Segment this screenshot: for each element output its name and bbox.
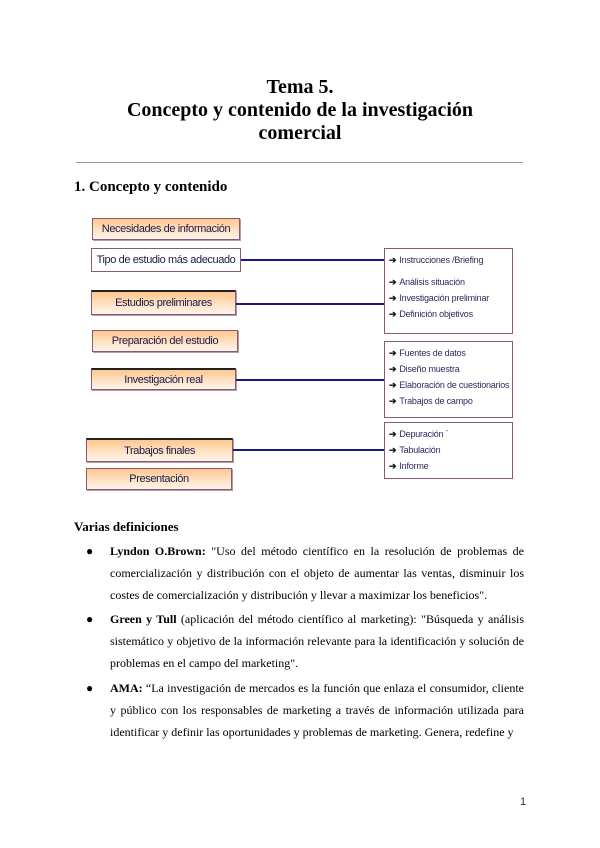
definition-text: “La investigación de mercados es la función que enlaza el consumidor, cliente y público con los responsables de marketing a través de información utilizada para identificar y definir las oportunidades y problemas de marketing. Genera, redefine y — [110, 681, 524, 739]
arrow-right-icon: ➔ — [389, 445, 397, 455]
connector-line — [241, 259, 384, 261]
step-label: Tipo de estudio más adecuado — [96, 254, 236, 266]
detail-text: Trabajos de campo — [399, 396, 473, 406]
detail-item — [389, 377, 512, 393]
detail-text: Investigación preliminar — [399, 293, 490, 303]
detail-item — [389, 306, 512, 322]
step-label: Preparación del estudio — [111, 335, 219, 347]
detail-text: Elaboración de cuestionarios — [399, 380, 510, 390]
definition-author: Green y Tull — [110, 612, 177, 626]
detail-text: Instrucciones /Briefing — [399, 255, 484, 265]
definition-item — [88, 608, 524, 674]
detail-item — [389, 458, 512, 474]
connector-line — [236, 303, 384, 305]
arrow-right-icon: ➔ — [389, 277, 397, 287]
definitions-heading: Varias definiciones — [74, 519, 179, 534]
title-line-2: Concepto y contenido de la investigación — [126, 99, 474, 121]
detail-text: Depuración ´ — [399, 429, 449, 439]
arrow-right-icon: ➔ — [389, 429, 397, 439]
step-label: Investigación real — [124, 373, 203, 386]
step-label: Necesidades de información — [101, 223, 231, 235]
section-heading: 1. Concepto y contenido — [74, 179, 228, 195]
definition-text: (aplicación del método científico al marketing): "Búsqueda y análisis sistemático y objetivo de la información relevante para la identificación y solución de problemas en el campo del marketing". — [110, 612, 524, 670]
connector-line — [236, 379, 384, 381]
title-line-3: comercial — [258, 122, 342, 144]
detail-item — [389, 252, 512, 268]
definition-item — [88, 540, 524, 606]
bullet-icon: ● — [86, 681, 94, 695]
step-box — [91, 368, 236, 390]
detail-text: Diseño muestra — [399, 364, 460, 374]
arrow-right-icon: ➔ — [389, 461, 397, 471]
step-box — [86, 438, 233, 462]
detail-item — [389, 361, 512, 377]
definition-text: "Uso del método científico en la resolución de problemas de comercialización y distribución con el objeto de aumentar las ventas, disminuir los costes de comercialización y distribución y llevar a maximizar los beneficios". — [110, 544, 524, 602]
step-label: Presentación — [129, 473, 189, 485]
detail-box — [384, 271, 513, 334]
detail-item — [389, 345, 512, 361]
bullet-icon: ● — [86, 612, 94, 626]
step-label: Trabajos finales — [124, 444, 195, 457]
detail-item — [389, 290, 512, 306]
detail-text: Tabulación — [399, 445, 441, 455]
detail-item — [389, 442, 512, 458]
detail-text: Fuentes de datos — [399, 348, 466, 358]
step-box — [91, 248, 241, 272]
step-box — [91, 290, 236, 315]
detail-text: Informe — [399, 461, 429, 471]
arrow-right-icon: ➔ — [389, 380, 397, 390]
definition-item — [88, 677, 524, 743]
arrow-right-icon: ➔ — [389, 348, 397, 358]
detail-item — [389, 274, 512, 290]
step-box — [92, 330, 238, 352]
detail-text: Análisis situación — [399, 277, 465, 287]
arrow-right-icon: ➔ — [389, 309, 397, 319]
title-line-1: Tema 5. — [266, 76, 334, 98]
definition-author: AMA: — [110, 681, 143, 695]
detail-box — [384, 422, 513, 479]
step-box — [92, 218, 240, 240]
arrow-right-icon: ➔ — [389, 364, 397, 374]
arrow-right-icon: ➔ — [389, 396, 397, 406]
detail-item — [389, 426, 512, 442]
step-label: Estudios preliminares — [115, 297, 212, 309]
definition-author: Lyndon O.Brown: — [110, 544, 206, 558]
arrow-right-icon: ➔ — [389, 293, 397, 303]
detail-box — [384, 341, 513, 418]
connector-line — [233, 449, 384, 451]
arrow-right-icon: ➔ — [389, 255, 397, 265]
horizontal-divider — [76, 162, 523, 163]
detail-text: Definición objetivos — [399, 309, 473, 319]
detail-item — [389, 393, 512, 409]
step-box — [86, 468, 232, 490]
page-number: 1 — [520, 796, 527, 808]
bullet-icon: ● — [86, 544, 94, 558]
detail-box — [384, 248, 513, 272]
